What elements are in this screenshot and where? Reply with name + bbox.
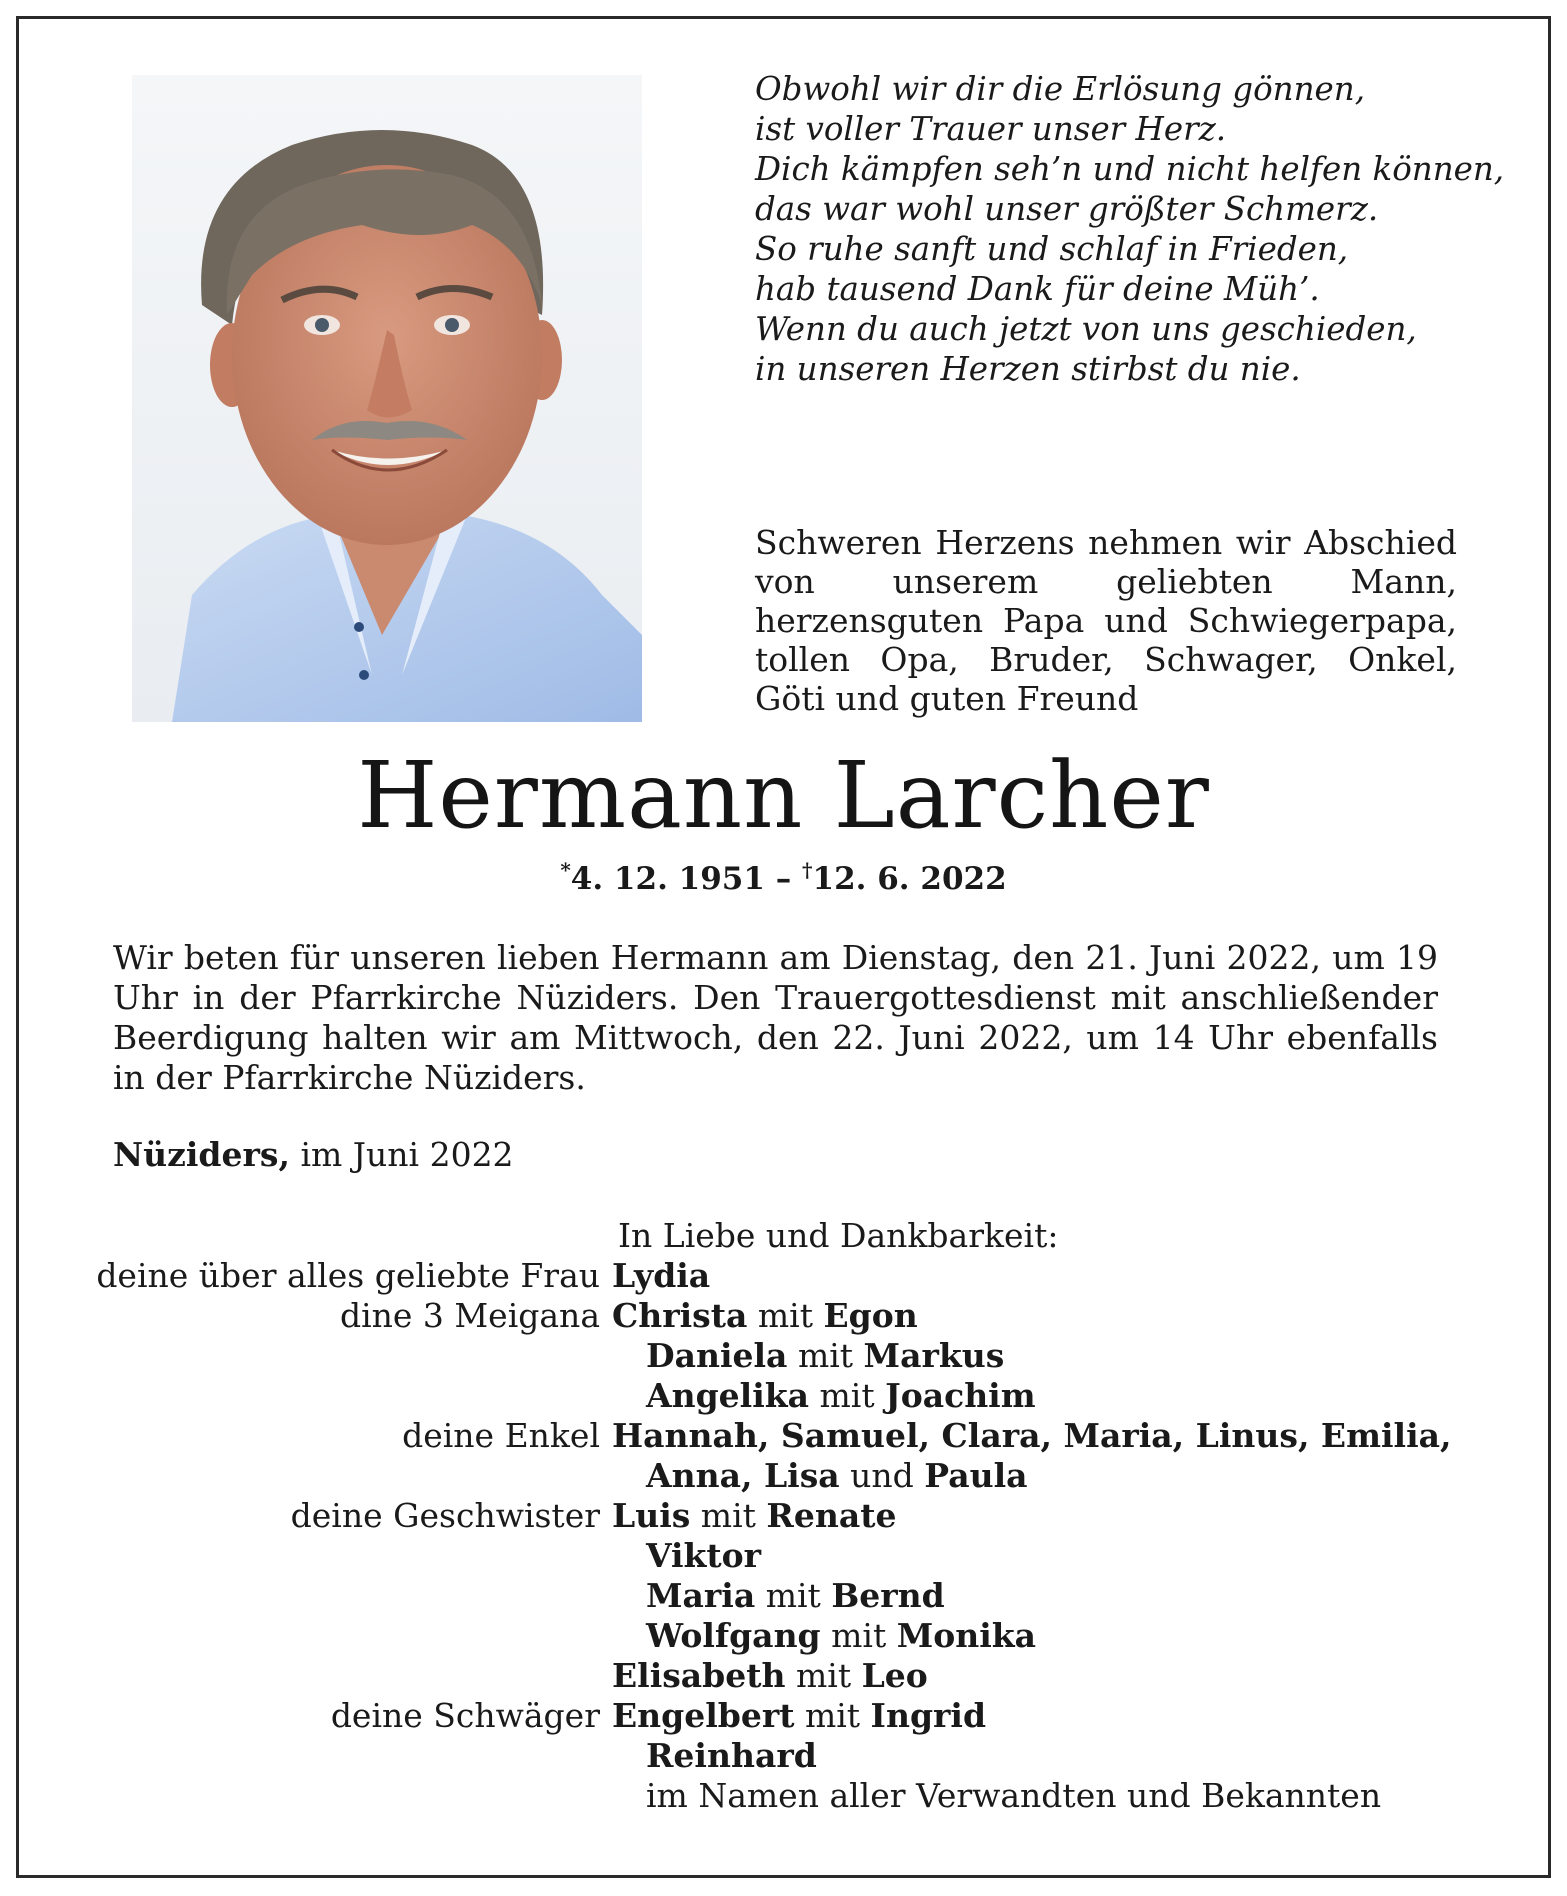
family-row <box>0 1456 1567 1496</box>
family-name: Renate <box>766 1496 897 1535</box>
conjunction: mit <box>809 1376 886 1415</box>
poem-line: So ruhe sanft und schlaf in Frieden, <box>755 230 1349 268</box>
family-name: Leo <box>861 1656 928 1695</box>
family-name: Monika <box>896 1616 1037 1655</box>
family-label: deine Enkel <box>402 1416 600 1455</box>
family-row <box>0 1776 1567 1816</box>
family-name: Angelika <box>646 1376 809 1415</box>
family-name: Bernd <box>831 1576 945 1615</box>
month-year: im Juni 2022 <box>289 1135 514 1174</box>
family-name: Luis <box>612 1496 691 1535</box>
family-name: Egon <box>823 1296 918 1335</box>
poem-line: Wenn du auch jetzt von uns geschieden, <box>755 310 1417 348</box>
mourners-list <box>0 1256 1567 1816</box>
family-row <box>0 1536 1567 1576</box>
family-name: Daniela <box>646 1336 788 1375</box>
town: Nüziders, <box>113 1135 290 1174</box>
birth-symbol: * <box>560 858 571 882</box>
birth-date: 4. 12. 1951 <box>570 861 765 897</box>
family-label: deine Geschwister <box>290 1496 600 1535</box>
family-row <box>0 1656 1567 1696</box>
family-row <box>0 1696 1567 1736</box>
date-separator: – <box>764 861 803 897</box>
conjunction: mit <box>820 1616 897 1655</box>
intro-text: Schweren Herzens nehmen wir Abschied von unserem geliebten Mann, herzensguten Papa und Schwiegerpapa, tollen Opa, Bruder, Schwager, Onkel, Göti und guten Freund <box>755 523 1457 718</box>
family-row <box>0 1256 1567 1296</box>
family-name: Hannah, Samuel, Clara, Maria, Linus, Emilia, <box>612 1416 1452 1455</box>
family-row <box>0 1336 1567 1376</box>
poem-line: Obwohl wir dir die Erlösung gönnen, <box>755 70 1366 108</box>
family-name: Reinhard <box>646 1736 817 1775</box>
poem-line: hab tausend Dank für deine Müh’. <box>755 270 1320 308</box>
conjunction: und <box>839 1456 925 1495</box>
family-row <box>0 1576 1567 1616</box>
family-name: Engelbert <box>612 1696 795 1735</box>
conjunction: mit <box>787 1336 864 1375</box>
family-name: Lydia <box>612 1256 711 1295</box>
thanks-heading: In Liebe und Dankbarkeit: <box>618 1216 1059 1255</box>
service-announcement: Wir beten für unseren lieben Hermann am Dienstag, den 21. Juni 2022, um 19 Uhr in der Pfarrkirche Nüziders. Den Trauergottesdienst mit anschließender Beerdigung halten wir am Mittwoch, den 22. Juni 2022, um 14 Uhr ebenfalls in der Pfarrkirche Nüziders. <box>113 938 1438 1097</box>
closing-line: im Namen aller Verwandten und Bekannten <box>646 1776 1382 1815</box>
death-symbol: † <box>802 858 813 882</box>
poem-line: Dich kämpfen seh’n und nicht helfen können, <box>755 150 1505 188</box>
deceased-name: Hermann Larcher <box>357 742 1210 849</box>
family-row <box>0 1416 1567 1456</box>
conjunction: mit <box>690 1496 767 1535</box>
family-name: Maria <box>646 1576 756 1615</box>
family-name: Elisabeth <box>612 1656 786 1695</box>
family-name: Markus <box>863 1336 1005 1375</box>
death-date: 12. 6. 2022 <box>812 861 1007 897</box>
family-label: deine über alles geliebte Frau <box>96 1256 600 1295</box>
conjunction: mit <box>755 1576 832 1615</box>
family-label: deine Schwäger <box>330 1696 600 1735</box>
family-name: Joachim <box>885 1376 1036 1415</box>
family-name: Christa <box>612 1296 748 1335</box>
poem <box>755 69 1515 389</box>
family-row <box>0 1736 1567 1776</box>
portrait-photo <box>132 75 642 722</box>
poem-line: ist voller Trauer unser Herz. <box>755 110 1227 148</box>
conjunction: mit <box>794 1696 871 1735</box>
family-row <box>0 1616 1567 1656</box>
family-name: Anna, Lisa <box>646 1456 840 1495</box>
family-row <box>0 1496 1567 1536</box>
portrait-image <box>132 75 642 722</box>
family-label: dine 3 Meigana <box>339 1296 600 1335</box>
conjunction: mit <box>785 1656 862 1695</box>
poem-line: das war wohl unser größter Schmerz. <box>755 190 1379 228</box>
family-name: Ingrid <box>870 1696 987 1735</box>
conjunction: mit <box>747 1296 824 1335</box>
place-and-date <box>113 1135 514 1175</box>
family-name: Paula <box>924 1456 1028 1495</box>
life-dates <box>0 850 1567 899</box>
family-name: Wolfgang <box>646 1616 821 1655</box>
poem-line: in unseren Herzen stirbst du nie. <box>755 350 1301 388</box>
family-row <box>0 1376 1567 1416</box>
family-row <box>0 1296 1567 1336</box>
family-name: Viktor <box>646 1536 762 1575</box>
